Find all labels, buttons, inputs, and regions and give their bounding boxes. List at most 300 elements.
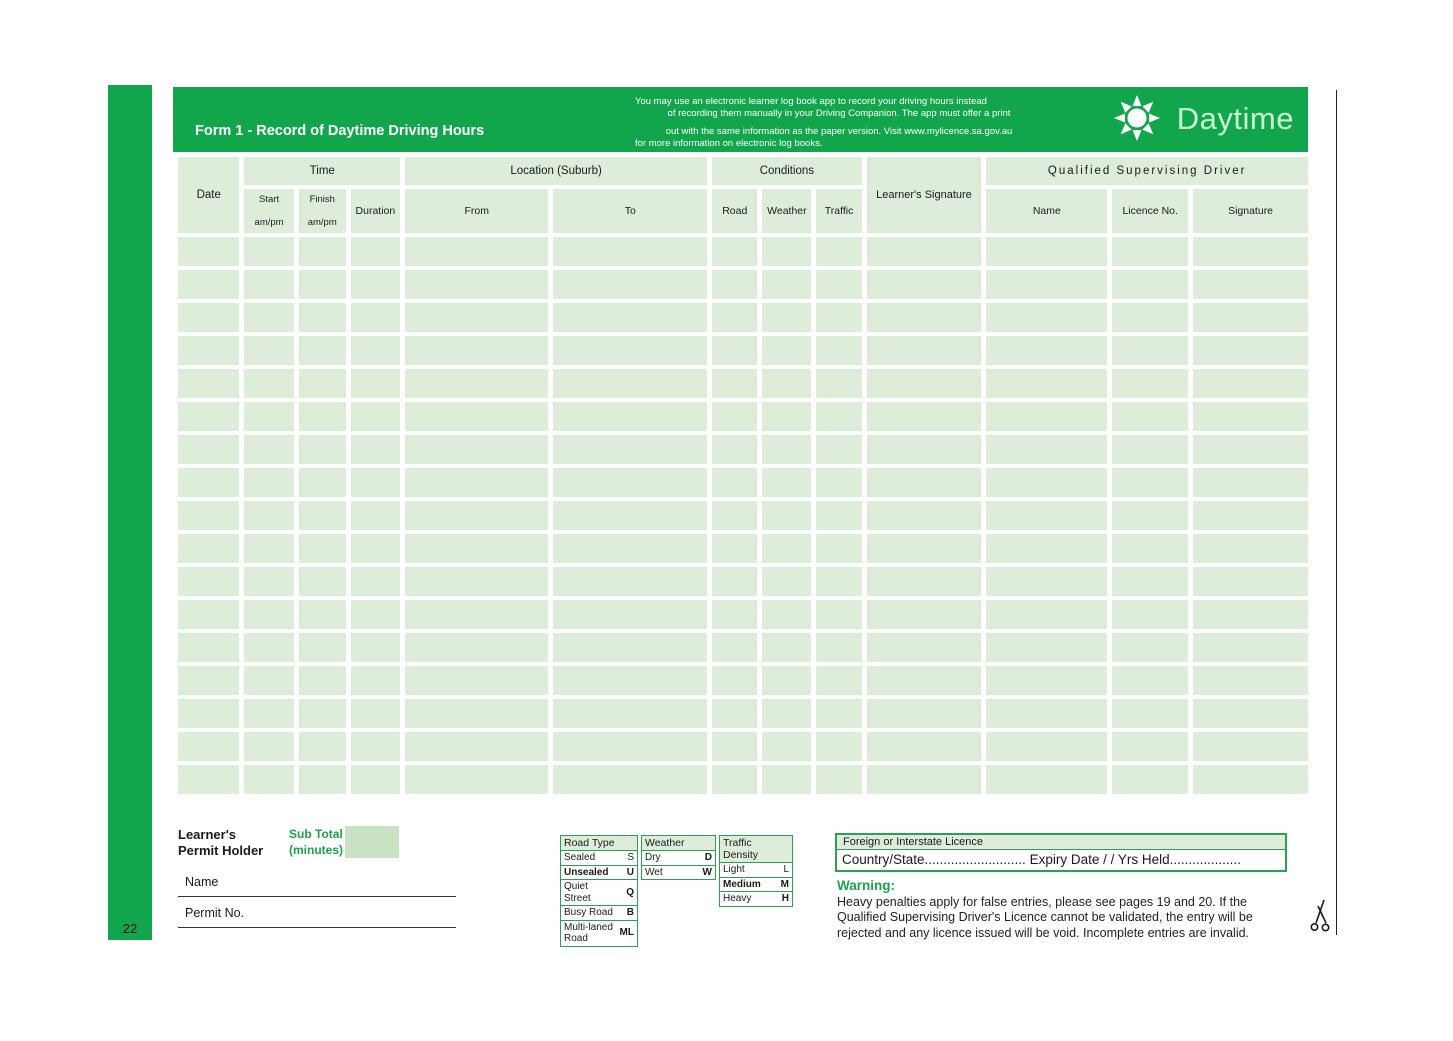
entry-cell[interactable]: [299, 468, 346, 497]
entry-cell[interactable]: [762, 666, 811, 695]
traffic-density-legend-title: Traffic Density: [720, 836, 793, 863]
entry-cell[interactable]: [178, 303, 239, 332]
table-row: [178, 567, 1308, 596]
subtotal-label: [289, 827, 343, 858]
entry-cell[interactable]: [351, 732, 400, 761]
entry-cell[interactable]: [299, 369, 346, 398]
ampm-label: am/pm: [307, 217, 337, 228]
entry-cell[interactable]: [244, 567, 293, 596]
legend-label: Unsealed: [561, 865, 617, 880]
entry-cell[interactable]: [244, 699, 293, 728]
permit-no-field[interactable]: [178, 906, 456, 928]
legend-row: [561, 880, 638, 906]
column-header-weather: Weather: [762, 189, 811, 233]
entry-cell[interactable]: [867, 765, 982, 794]
entry-cell[interactable]: [1112, 765, 1188, 794]
entry-cell[interactable]: [1112, 732, 1188, 761]
entry-cell[interactable]: [816, 468, 861, 497]
entry-cell[interactable]: [351, 369, 400, 398]
entry-cell[interactable]: [762, 303, 811, 332]
entry-cell[interactable]: [816, 303, 861, 332]
entry-cell[interactable]: [712, 237, 757, 266]
entry-cell[interactable]: [816, 270, 861, 299]
legend-label: Light: [720, 863, 778, 878]
entry-cell[interactable]: [1193, 666, 1308, 695]
name-field[interactable]: [178, 875, 456, 897]
entry-cell[interactable]: [816, 567, 861, 596]
entry-cell[interactable]: [178, 732, 239, 761]
entry-cell[interactable]: [553, 765, 707, 794]
entry-cell[interactable]: [553, 468, 707, 497]
entry-cell[interactable]: [816, 237, 861, 266]
entry-cell[interactable]: [351, 435, 400, 464]
entry-cell[interactable]: [816, 402, 861, 431]
entry-cell[interactable]: [816, 732, 861, 761]
entry-cell[interactable]: [986, 468, 1107, 497]
entry-cell[interactable]: [553, 666, 707, 695]
entry-cell[interactable]: [986, 303, 1107, 332]
entry-cell[interactable]: [816, 336, 861, 365]
entry-cell[interactable]: [712, 369, 757, 398]
entry-cell[interactable]: [351, 534, 400, 563]
entry-cell[interactable]: [1112, 699, 1188, 728]
entry-cell[interactable]: [1112, 468, 1188, 497]
entry-cell[interactable]: [244, 336, 293, 365]
entry-cell[interactable]: [351, 303, 400, 332]
entry-cell[interactable]: [867, 435, 982, 464]
foreign-licence-entry-line[interactable]: Country/State........................... Expiry Date / / Yrs Held...................: [842, 852, 1241, 867]
legend-code: M: [778, 877, 793, 892]
entry-cell[interactable]: [244, 369, 293, 398]
entry-cell[interactable]: [1193, 303, 1308, 332]
entry-cell[interactable]: [1112, 567, 1188, 596]
entry-cell[interactable]: [405, 468, 548, 497]
entry-cell[interactable]: [1112, 435, 1188, 464]
legend-label: Quiet Street: [561, 880, 617, 906]
entry-cell[interactable]: [405, 237, 548, 266]
entry-cell[interactable]: [1112, 270, 1188, 299]
entry-cell[interactable]: [405, 303, 548, 332]
entry-cell[interactable]: [405, 369, 548, 398]
entry-cell[interactable]: [405, 699, 548, 728]
permit-holder-line: Learner's: [178, 827, 237, 842]
entry-cell[interactable]: [712, 435, 757, 464]
entry-cell[interactable]: [1112, 666, 1188, 695]
entry-cell[interactable]: [299, 534, 346, 563]
daytime-brand: [1113, 94, 1294, 142]
legend-code: S: [617, 851, 638, 866]
entry-cell[interactable]: [986, 237, 1107, 266]
entry-cell[interactable]: [712, 336, 757, 365]
entry-cell[interactable]: [405, 732, 548, 761]
entry-cell[interactable]: [762, 699, 811, 728]
legend-code: W: [700, 865, 716, 880]
entry-cell[interactable]: [553, 336, 707, 365]
entry-cell[interactable]: [1193, 567, 1308, 596]
entry-cell[interactable]: [867, 501, 982, 530]
entry-cell[interactable]: [1193, 765, 1308, 794]
entry-cell[interactable]: [762, 369, 811, 398]
legend-label: Medium: [720, 877, 778, 892]
permit-holder-line: Permit Holder: [178, 843, 264, 859]
entry-cell[interactable]: [553, 699, 707, 728]
entry-cell[interactable]: [178, 468, 239, 497]
entry-cell[interactable]: [1193, 633, 1308, 662]
entry-cell[interactable]: [299, 336, 346, 365]
entry-cell[interactable]: [178, 600, 239, 629]
table-row: [178, 468, 1308, 497]
entry-cell[interactable]: [816, 435, 861, 464]
entry-cell[interactable]: [867, 732, 982, 761]
entry-cell[interactable]: [244, 270, 293, 299]
entry-cell[interactable]: [986, 666, 1107, 695]
entry-cell[interactable]: [986, 699, 1107, 728]
entry-cell[interactable]: [816, 699, 861, 728]
entry-cell[interactable]: [244, 765, 293, 794]
legend-code: Q: [617, 880, 638, 906]
table-row: [178, 303, 1308, 332]
entry-cell[interactable]: [762, 336, 811, 365]
entry-cell[interactable]: [244, 402, 293, 431]
entry-cell[interactable]: [762, 270, 811, 299]
entry-cell[interactable]: [712, 468, 757, 497]
entry-cell[interactable]: [712, 666, 757, 695]
entry-cell[interactable]: [299, 303, 346, 332]
column-header-traffic: Traffic: [816, 189, 861, 233]
table-row: [178, 237, 1308, 266]
entry-cell[interactable]: [299, 435, 346, 464]
entry-cell[interactable]: [986, 600, 1107, 629]
subtotal-line: (minutes): [289, 842, 343, 857]
entry-cell[interactable]: [553, 303, 707, 332]
entry-cell[interactable]: [299, 567, 346, 596]
entry-cell[interactable]: [986, 765, 1107, 794]
group-header-time: Time: [244, 157, 400, 185]
entry-cell[interactable]: [1112, 633, 1188, 662]
entry-cell[interactable]: [1193, 402, 1308, 431]
entry-cell[interactable]: [762, 501, 811, 530]
page-number: 22: [122, 921, 138, 936]
entry-cell[interactable]: [244, 435, 293, 464]
column-header-duration: Duration: [351, 189, 400, 233]
warning-title: Warning:: [837, 878, 895, 893]
entry-cell[interactable]: [1112, 336, 1188, 365]
warning-body: Heavy penalties apply for false entries, please see pages 19 and 20. If the Qualified Supervising Driver's Licence cannot be validated, the entry will be rejected and any licence issued will be void. Incomplete entries are invalid.: [837, 895, 1253, 940]
entry-cell[interactable]: [986, 567, 1107, 596]
warning-section: [837, 878, 1299, 941]
entry-cell[interactable]: [244, 237, 293, 266]
entry-cell[interactable]: [762, 765, 811, 794]
entry-cell[interactable]: [867, 567, 982, 596]
entry-cell[interactable]: [867, 699, 982, 728]
legend-row: [561, 906, 638, 921]
entry-cell[interactable]: [1193, 468, 1308, 497]
entry-cell[interactable]: [1193, 501, 1308, 530]
column-header-learner-signature: Learner's Signature: [867, 157, 982, 233]
entry-cell[interactable]: [178, 633, 239, 662]
entry-cell[interactable]: [816, 666, 861, 695]
entry-cell[interactable]: [867, 666, 982, 695]
table-row: [178, 765, 1308, 794]
entry-cell[interactable]: [553, 369, 707, 398]
entry-cell[interactable]: [867, 237, 982, 266]
table-row: [178, 534, 1308, 563]
entry-cell[interactable]: [1112, 369, 1188, 398]
subtotal-entry-box[interactable]: [345, 826, 399, 858]
group-header-conditions: Conditions: [712, 157, 861, 185]
entry-cell[interactable]: [762, 600, 811, 629]
entry-cell[interactable]: [553, 402, 707, 431]
entry-cell[interactable]: [712, 633, 757, 662]
legend-row: [720, 877, 793, 892]
cut-line: [1336, 90, 1337, 935]
name-field-label: Name: [185, 875, 219, 889]
entry-cell[interactable]: [299, 633, 346, 662]
column-header-name: Name: [986, 189, 1107, 233]
entry-cell[interactable]: [986, 402, 1107, 431]
foreign-interstate-licence-box: [835, 833, 1287, 872]
entry-cell[interactable]: [816, 765, 861, 794]
entry-cell[interactable]: [553, 633, 707, 662]
entry-cell[interactable]: [986, 633, 1107, 662]
legend-code: H: [778, 892, 793, 907]
entry-cell[interactable]: [553, 732, 707, 761]
entry-cell[interactable]: [816, 600, 861, 629]
entry-cell[interactable]: [762, 633, 811, 662]
entry-cell[interactable]: [405, 435, 548, 464]
entry-cell[interactable]: [405, 336, 548, 365]
entry-cell[interactable]: [986, 732, 1107, 761]
entry-cell[interactable]: [1193, 732, 1308, 761]
entry-cell[interactable]: [244, 600, 293, 629]
column-header-signature: Signature: [1193, 189, 1308, 233]
entry-cell[interactable]: [351, 567, 400, 596]
start-label: Start: [259, 194, 280, 205]
finish-label: Finish: [309, 194, 335, 205]
entry-cell[interactable]: [351, 501, 400, 530]
column-header-road: Road: [712, 189, 757, 233]
entry-cell[interactable]: [986, 501, 1107, 530]
subtotal-line: Sub Total: [289, 827, 343, 841]
entry-cell[interactable]: [244, 303, 293, 332]
entry-cell[interactable]: [405, 567, 548, 596]
legend-row: [642, 851, 716, 866]
entry-cell[interactable]: [299, 666, 346, 695]
entry-cell[interactable]: [1112, 303, 1188, 332]
entry-cell[interactable]: [244, 633, 293, 662]
entry-cell[interactable]: [178, 765, 239, 794]
entry-cell[interactable]: [1193, 534, 1308, 563]
entry-cell[interactable]: [553, 600, 707, 629]
legend-code: U: [617, 865, 638, 880]
entry-cell[interactable]: [1112, 600, 1188, 629]
entry-cell[interactable]: [553, 270, 707, 299]
entry-cell[interactable]: [244, 468, 293, 497]
table-row: [178, 336, 1308, 365]
column-header-to: To: [553, 189, 707, 233]
entry-cell[interactable]: [299, 699, 346, 728]
entry-cell[interactable]: [712, 765, 757, 794]
legend-label: Heavy: [720, 892, 778, 907]
entry-cell[interactable]: [351, 765, 400, 794]
entry-cell[interactable]: [178, 336, 239, 365]
entry-cell[interactable]: [553, 237, 707, 266]
legend-label: Busy Road: [561, 906, 617, 921]
entry-cell[interactable]: [299, 765, 346, 794]
entry-cell[interactable]: [1112, 237, 1188, 266]
entry-cell[interactable]: [299, 270, 346, 299]
entry-cell[interactable]: [867, 369, 982, 398]
entry-cell[interactable]: [351, 666, 400, 695]
entry-cell[interactable]: [986, 534, 1107, 563]
entry-cell[interactable]: [553, 435, 707, 464]
entry-cell[interactable]: [867, 534, 982, 563]
entry-cell[interactable]: [351, 270, 400, 299]
entry-cell[interactable]: [405, 501, 548, 530]
entry-cell[interactable]: [867, 633, 982, 662]
entry-cell[interactable]: [762, 237, 811, 266]
entry-cell[interactable]: [244, 666, 293, 695]
entry-cell[interactable]: [712, 501, 757, 530]
entry-cell[interactable]: [816, 501, 861, 530]
entry-cell[interactable]: [1193, 600, 1308, 629]
entry-cell[interactable]: [867, 303, 982, 332]
entry-cell[interactable]: [712, 600, 757, 629]
entry-cell[interactable]: [762, 435, 811, 464]
table-row: [178, 699, 1308, 728]
legend-label: Dry: [642, 851, 700, 866]
column-header-start: [244, 189, 293, 233]
legend-row: [561, 920, 638, 946]
column-header-finish: [299, 189, 346, 233]
entry-cell[interactable]: [712, 732, 757, 761]
driving-table-body: [178, 237, 1308, 794]
entry-cell[interactable]: [553, 501, 707, 530]
legend-code: B: [617, 906, 638, 921]
sidebar-strip: [108, 85, 152, 940]
entry-cell[interactable]: [1193, 270, 1308, 299]
entry-cell[interactable]: [986, 435, 1107, 464]
entry-cell[interactable]: [762, 534, 811, 563]
entry-cell[interactable]: [762, 732, 811, 761]
entry-cell[interactable]: [712, 402, 757, 431]
entry-cell[interactable]: [351, 633, 400, 662]
entry-cell[interactable]: [867, 468, 982, 497]
entry-cell[interactable]: [762, 468, 811, 497]
entry-cell[interactable]: [178, 534, 239, 563]
entry-cell[interactable]: [244, 501, 293, 530]
entry-cell[interactable]: [351, 402, 400, 431]
entry-cell[interactable]: [405, 633, 548, 662]
entry-cell[interactable]: [867, 270, 982, 299]
entry-cell[interactable]: [816, 633, 861, 662]
legend-row: [561, 851, 638, 866]
entry-cell[interactable]: [299, 501, 346, 530]
entry-cell[interactable]: [986, 270, 1107, 299]
electronic-logbook-notice: [635, 96, 1043, 150]
entry-cell[interactable]: [553, 567, 707, 596]
entry-cell[interactable]: [405, 600, 548, 629]
entry-cell[interactable]: [178, 270, 239, 299]
entry-cell[interactable]: [1112, 534, 1188, 563]
entry-cell[interactable]: [351, 237, 400, 266]
entry-cell[interactable]: [351, 600, 400, 629]
entry-cell[interactable]: [178, 501, 239, 530]
road-type-legend: [560, 835, 638, 947]
entry-cell[interactable]: [1112, 402, 1188, 431]
column-header-from: From: [405, 189, 548, 233]
entry-cell[interactable]: [405, 402, 548, 431]
driving-hours-table: [173, 153, 1313, 798]
table-row: [178, 501, 1308, 530]
entry-cell[interactable]: [867, 402, 982, 431]
entry-cell[interactable]: [1193, 369, 1308, 398]
entry-cell[interactable]: [712, 534, 757, 563]
weather-legend: [641, 835, 716, 880]
entry-cell[interactable]: [178, 237, 239, 266]
entry-cell[interactable]: [244, 534, 293, 563]
entry-cell[interactable]: [553, 534, 707, 563]
column-header-date: Date: [178, 157, 239, 233]
entry-cell[interactable]: [178, 435, 239, 464]
entry-cell[interactable]: [1112, 501, 1188, 530]
entry-cell[interactable]: [712, 270, 757, 299]
table-row: [178, 369, 1308, 398]
notice-line: You may use an electronic learner log book app to record your driving hours instead: [635, 96, 987, 107]
entry-cell[interactable]: [867, 600, 982, 629]
entry-cell[interactable]: [405, 270, 548, 299]
entry-cell[interactable]: [712, 699, 757, 728]
entry-cell[interactable]: [867, 336, 982, 365]
entry-cell[interactable]: [299, 402, 346, 431]
entry-cell[interactable]: [986, 369, 1107, 398]
entry-cell[interactable]: [1193, 435, 1308, 464]
entry-cell[interactable]: [299, 732, 346, 761]
entry-cell[interactable]: [816, 369, 861, 398]
entry-cell[interactable]: [178, 402, 239, 431]
legend-row: [720, 863, 793, 878]
road-type-legend-title: Road Type: [561, 836, 638, 851]
entry-cell[interactable]: [816, 534, 861, 563]
entry-cell[interactable]: [299, 600, 346, 629]
entry-cell[interactable]: [351, 699, 400, 728]
header-band: [173, 87, 1308, 152]
entry-cell[interactable]: [299, 237, 346, 266]
entry-cell[interactable]: [178, 369, 239, 398]
sun-icon: [1113, 94, 1161, 142]
entry-cell[interactable]: [762, 402, 811, 431]
legend-row: [642, 865, 716, 880]
entry-cell[interactable]: [351, 468, 400, 497]
legend-label: Wet: [642, 865, 700, 880]
entry-cell[interactable]: [405, 765, 548, 794]
entry-cell[interactable]: [178, 699, 239, 728]
entry-cell[interactable]: [405, 666, 548, 695]
entry-cell[interactable]: [1193, 237, 1308, 266]
entry-cell[interactable]: [244, 732, 293, 761]
entry-cell[interactable]: [178, 666, 239, 695]
entry-cell[interactable]: [405, 534, 548, 563]
group-header-location: Location (Suburb): [405, 157, 707, 185]
entry-cell[interactable]: [712, 303, 757, 332]
entry-cell[interactable]: [762, 567, 811, 596]
entry-cell[interactable]: [712, 567, 757, 596]
entry-cell[interactable]: [178, 567, 239, 596]
entry-cell[interactable]: [1193, 699, 1308, 728]
entry-cell[interactable]: [986, 336, 1107, 365]
entry-cell[interactable]: [1193, 336, 1308, 365]
entry-cell[interactable]: [351, 336, 400, 365]
